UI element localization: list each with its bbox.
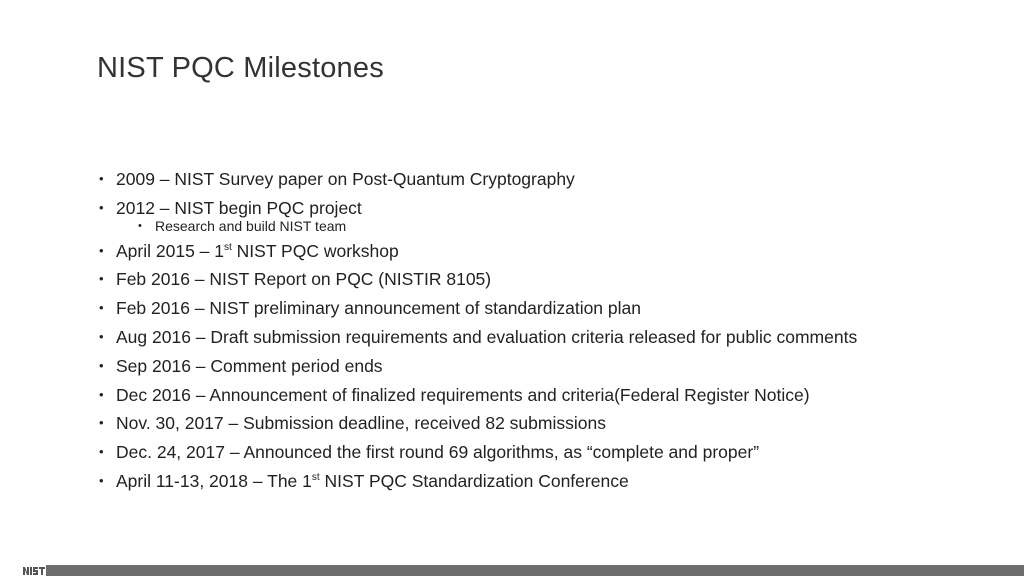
milestone-text: Sep 2016 – Comment period ends <box>116 355 383 376</box>
milestone-text <box>116 241 399 261</box>
ordinal-suffix: st <box>224 241 232 253</box>
milestone-text-pre: April 11-13, 2018 – The 1 <box>116 470 312 491</box>
bullet-icon: • <box>99 242 104 258</box>
bullet-icon: • <box>99 271 104 287</box>
milestone-item <box>98 294 998 323</box>
bullet-icon: • <box>99 300 104 316</box>
milestone-item <box>98 438 998 467</box>
milestone-text-post: NIST PQC Standardization Conference <box>319 470 629 491</box>
milestone-text-pre: April 2015 – 1 <box>116 240 224 261</box>
milestone-item <box>98 265 998 294</box>
milestone-text: Feb 2016 – NIST preliminary announcement of standardization plan <box>116 298 641 319</box>
milestone-text: Aug 2016 – Draft submission requirements and evaluation criteria released for public comments <box>116 326 858 347</box>
nist-logo-icon <box>22 561 46 576</box>
bullet-icon: • <box>99 199 104 215</box>
milestone-list <box>98 165 998 496</box>
milestone-item <box>98 381 998 410</box>
milestone-item <box>98 237 998 266</box>
bullet-icon: • <box>99 171 104 186</box>
milestone-sub-text: Research and build NIST team <box>155 217 347 234</box>
bullet-icon: • <box>138 219 142 232</box>
bullet-icon: • <box>99 328 104 344</box>
milestone-sub-item <box>98 218 998 234</box>
footer-bar <box>40 565 1024 576</box>
bullet-icon: • <box>99 444 104 460</box>
milestone-text: Dec 2016 – Announcement of finalized requirements and criteria(Federal Register Notice) <box>116 384 810 405</box>
milestone-text: Nov. 30, 2017 – Submission deadline, received 82 submissions <box>116 413 606 434</box>
milestone-item <box>98 409 998 438</box>
milestone-text: Feb 2016 – NIST Report on PQC (NISTIR 8105) <box>116 269 492 290</box>
bullet-icon: • <box>99 472 104 488</box>
milestone-item <box>98 467 998 496</box>
milestone-text-post: NIST PQC workshop <box>231 240 399 261</box>
milestone-item <box>98 352 998 381</box>
milestone-text: Dec. 24, 2017 – Announced the first round 69 algorithms, as “complete and proper” <box>116 442 760 463</box>
bullet-icon: • <box>99 357 104 373</box>
milestone-item <box>98 165 998 194</box>
milestone-text: 2012 – NIST begin PQC project <box>116 197 362 218</box>
milestone-item <box>98 323 998 352</box>
bullet-icon: • <box>99 386 104 402</box>
slide-title: NIST PQC Milestones <box>97 52 384 84</box>
milestone-text <box>116 471 629 491</box>
bullet-icon: • <box>99 415 104 431</box>
ordinal-suffix: st <box>311 471 320 483</box>
milestone-text: 2009 – NIST Survey paper on Post-Quantum Cryptography <box>116 169 575 189</box>
